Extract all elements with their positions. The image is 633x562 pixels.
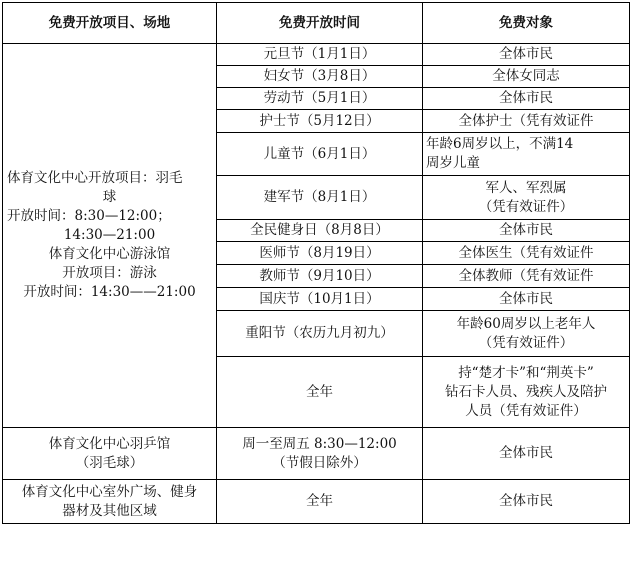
venue-line: 器材及其他区域: [62, 502, 157, 519]
time-cell: 全民健身日（8月8日）: [217, 220, 423, 242]
table-row: [3, 480, 630, 524]
target-cell: 全体医生（凭有效证件: [423, 242, 630, 265]
time-cell: 妇女节（3月8日）: [217, 66, 423, 88]
target-cell: 全体市民: [423, 480, 630, 524]
time-line: （节假日除外）: [272, 454, 367, 471]
time-line: 周一至周五 8:30—12:00: [242, 435, 397, 452]
target-line: 军人、军烈属: [485, 179, 567, 196]
venue-line: 开放时间：14:30——21:00: [23, 284, 196, 300]
target-line: 周岁儿童: [426, 155, 480, 171]
venue-line: 体育文化中心开放项目：羽毛: [7, 170, 183, 186]
venue-line: 体育文化中心羽乒馆: [48, 435, 171, 452]
target-cell: [423, 311, 630, 357]
target-cell: 全体市民: [423, 288, 630, 311]
venue-cell-sports-center: [3, 44, 217, 428]
time-cell: 护士节（5月12日）: [217, 110, 423, 133]
venue-cell-outdoor-plaza: [3, 480, 217, 524]
target-line: 年龄6周岁以上，不满14: [426, 136, 574, 152]
table-row: [3, 428, 630, 480]
time-cell: 劳动节（5月1日）: [217, 88, 423, 110]
time-cell: 重阳节（农历九月初九）: [217, 311, 423, 357]
target-line: 年龄60周岁以上老年人: [456, 315, 596, 332]
target-line: 持“楚才卡”和“荆英卡”: [458, 364, 594, 381]
venue-line: 开放时间：8:30—12:00；: [7, 208, 171, 224]
time-cell: 全年: [217, 480, 423, 524]
time-cell: 建军节（8月1日）: [217, 176, 423, 220]
target-cell: 全体女同志: [423, 66, 630, 88]
header-target: 免费对象: [423, 3, 630, 44]
header-row: [3, 3, 630, 44]
venue-line: （羽毛球）: [75, 454, 144, 471]
target-line: （凭有效证件）: [478, 334, 574, 351]
target-cell: 全体市民: [423, 428, 630, 480]
target-cell: 全体护士（凭有效证件: [423, 110, 630, 133]
header-time: 免费开放时间: [217, 3, 423, 44]
header-venue: 免费开放项目、场地: [3, 3, 217, 44]
venue-cell-badminton-hall: [3, 428, 217, 480]
table-row: [3, 44, 630, 66]
time-cell: 元旦节（1月1日）: [217, 44, 423, 66]
target-cell: [423, 133, 630, 176]
target-cell: 全体教师（凭有效证件: [423, 265, 630, 288]
time-cell: 医师节（8月19日）: [217, 242, 423, 265]
time-cell: 全年: [217, 357, 423, 428]
time-cell: 国庆节（10月1日）: [217, 288, 423, 311]
target-cell: [423, 357, 630, 428]
target-cell: 全体市民: [423, 44, 630, 66]
venue-line: 体育文化中心室外广场、健身: [21, 483, 198, 500]
time-cell: 教师节（9月10日）: [217, 265, 423, 288]
time-cell: [217, 428, 423, 480]
target-line: 人员（凭有效证件）: [465, 402, 587, 419]
target-cell: [423, 176, 630, 220]
target-cell: 全体市民: [423, 220, 630, 242]
venue-line: 球: [102, 189, 117, 205]
target-cell: 全体市民: [423, 88, 630, 110]
free-opening-table: [2, 2, 630, 524]
venue-line: 体育文化中心游泳馆: [48, 246, 171, 262]
venue-line: 开放项目：游泳: [62, 265, 157, 281]
target-line: （凭有效证件）: [478, 198, 574, 215]
venue-line: 14:30—21:00: [63, 227, 156, 243]
target-line: 钻石卡人员、残疾人及陪护: [445, 383, 607, 400]
time-cell: 儿童节（6月1日）: [217, 133, 423, 176]
